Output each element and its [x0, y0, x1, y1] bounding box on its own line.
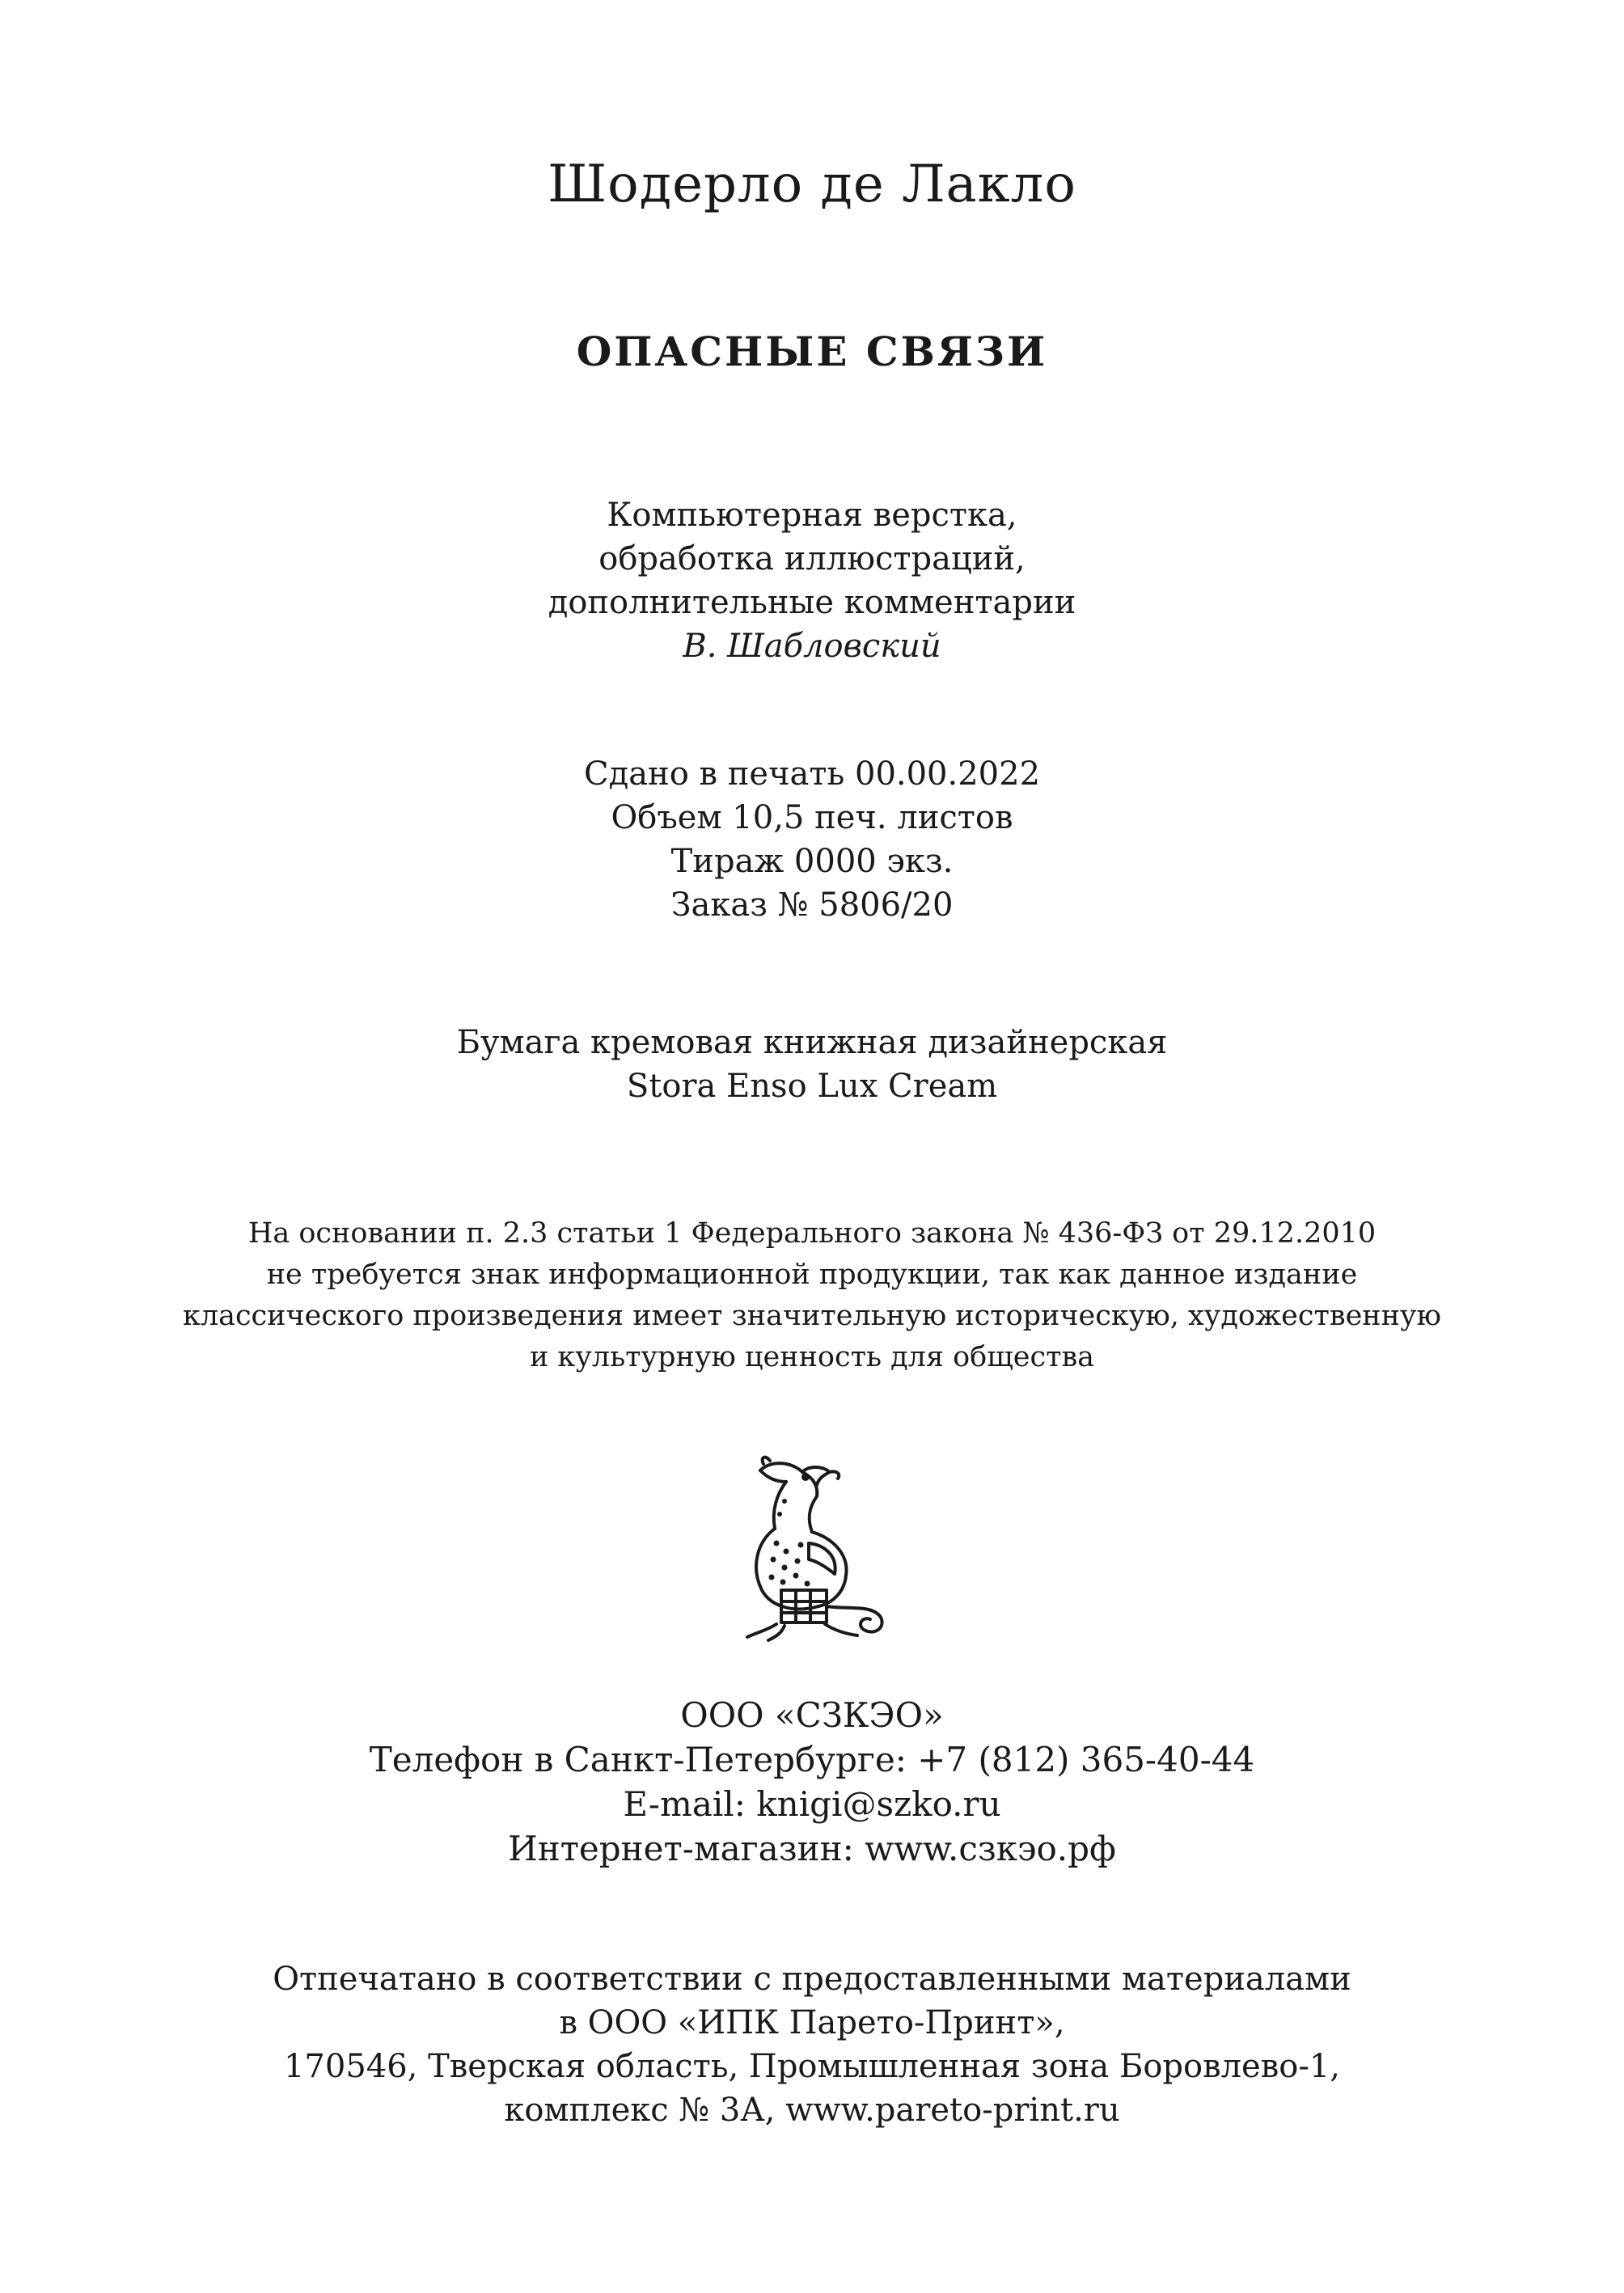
printer-line: 170546, Тверская область, Промышленная зона Боровлево-1,	[283, 2048, 1341, 2085]
credits-block	[0, 493, 1624, 668]
legal-line: На основании п. 2.3 статьи 1 Федерального закона № 436-ФЗ от 29.12.2010	[247, 1217, 1377, 1250]
author-name	[0, 152, 1624, 217]
title-line: ОПАСНЫЕ СВЯЗИ	[576, 328, 1048, 375]
publisher-line: ООО «СЗКЭО»	[680, 1695, 944, 1735]
credits-line: обработка иллюстраций,	[598, 540, 1026, 577]
publisher-block	[0, 1693, 1624, 1871]
print-info-line: Тираж 0000 экз.	[670, 843, 954, 880]
publisher-line: E-mail: knigi@szko.ru	[623, 1784, 1001, 1824]
print-info-block	[0, 752, 1624, 927]
legal-notice-block	[0, 1213, 1624, 1378]
print-info-line: Сдано в печать 00.00.2022	[583, 755, 1041, 793]
printer-block	[0, 1957, 1624, 2132]
print-info-line: Заказ № 5806/20	[670, 886, 954, 924]
credits-line: Компьютерная верстка,	[607, 497, 1017, 534]
print-info-line: Объем 10,5 печ. листов	[611, 799, 1013, 836]
credits-line: дополнительные комментарии	[548, 584, 1076, 621]
legal-line: классического произведения имеет значительную историческую, художественную	[182, 1300, 1441, 1332]
author-line: Шодерло де Лакло	[548, 154, 1076, 214]
legal-line: не требуется знак информационной продукции, так как данное издание	[266, 1259, 1358, 1291]
credits-name: В. Шабловский	[683, 628, 941, 665]
dragon-emblem-icon	[728, 1454, 898, 1642]
publisher-line: Телефон в Санкт-Петербурге: +7 (812) 365-40-44	[369, 1740, 1255, 1779]
legal-line: и культурную ценность для общества	[529, 1341, 1095, 1373]
printer-line: Отпечатано в соответствии с предоставленными материалами	[273, 1961, 1351, 1998]
printer-line: в ООО «ИПК Парето-Принт»,	[559, 2004, 1065, 2041]
printer-line: комплекс № 3А, www.pareto-print.ru	[504, 2092, 1120, 2129]
publisher-line: Интернет-магазин: www.сзкэо.рф	[508, 1829, 1116, 1868]
paper-info-block	[0, 1021, 1624, 1108]
book-title	[0, 324, 1624, 380]
paper-line: Stora Enso Lux Cream	[626, 1068, 998, 1105]
paper-line: Бумага кремовая книжная дизайнерская	[456, 1024, 1168, 1061]
